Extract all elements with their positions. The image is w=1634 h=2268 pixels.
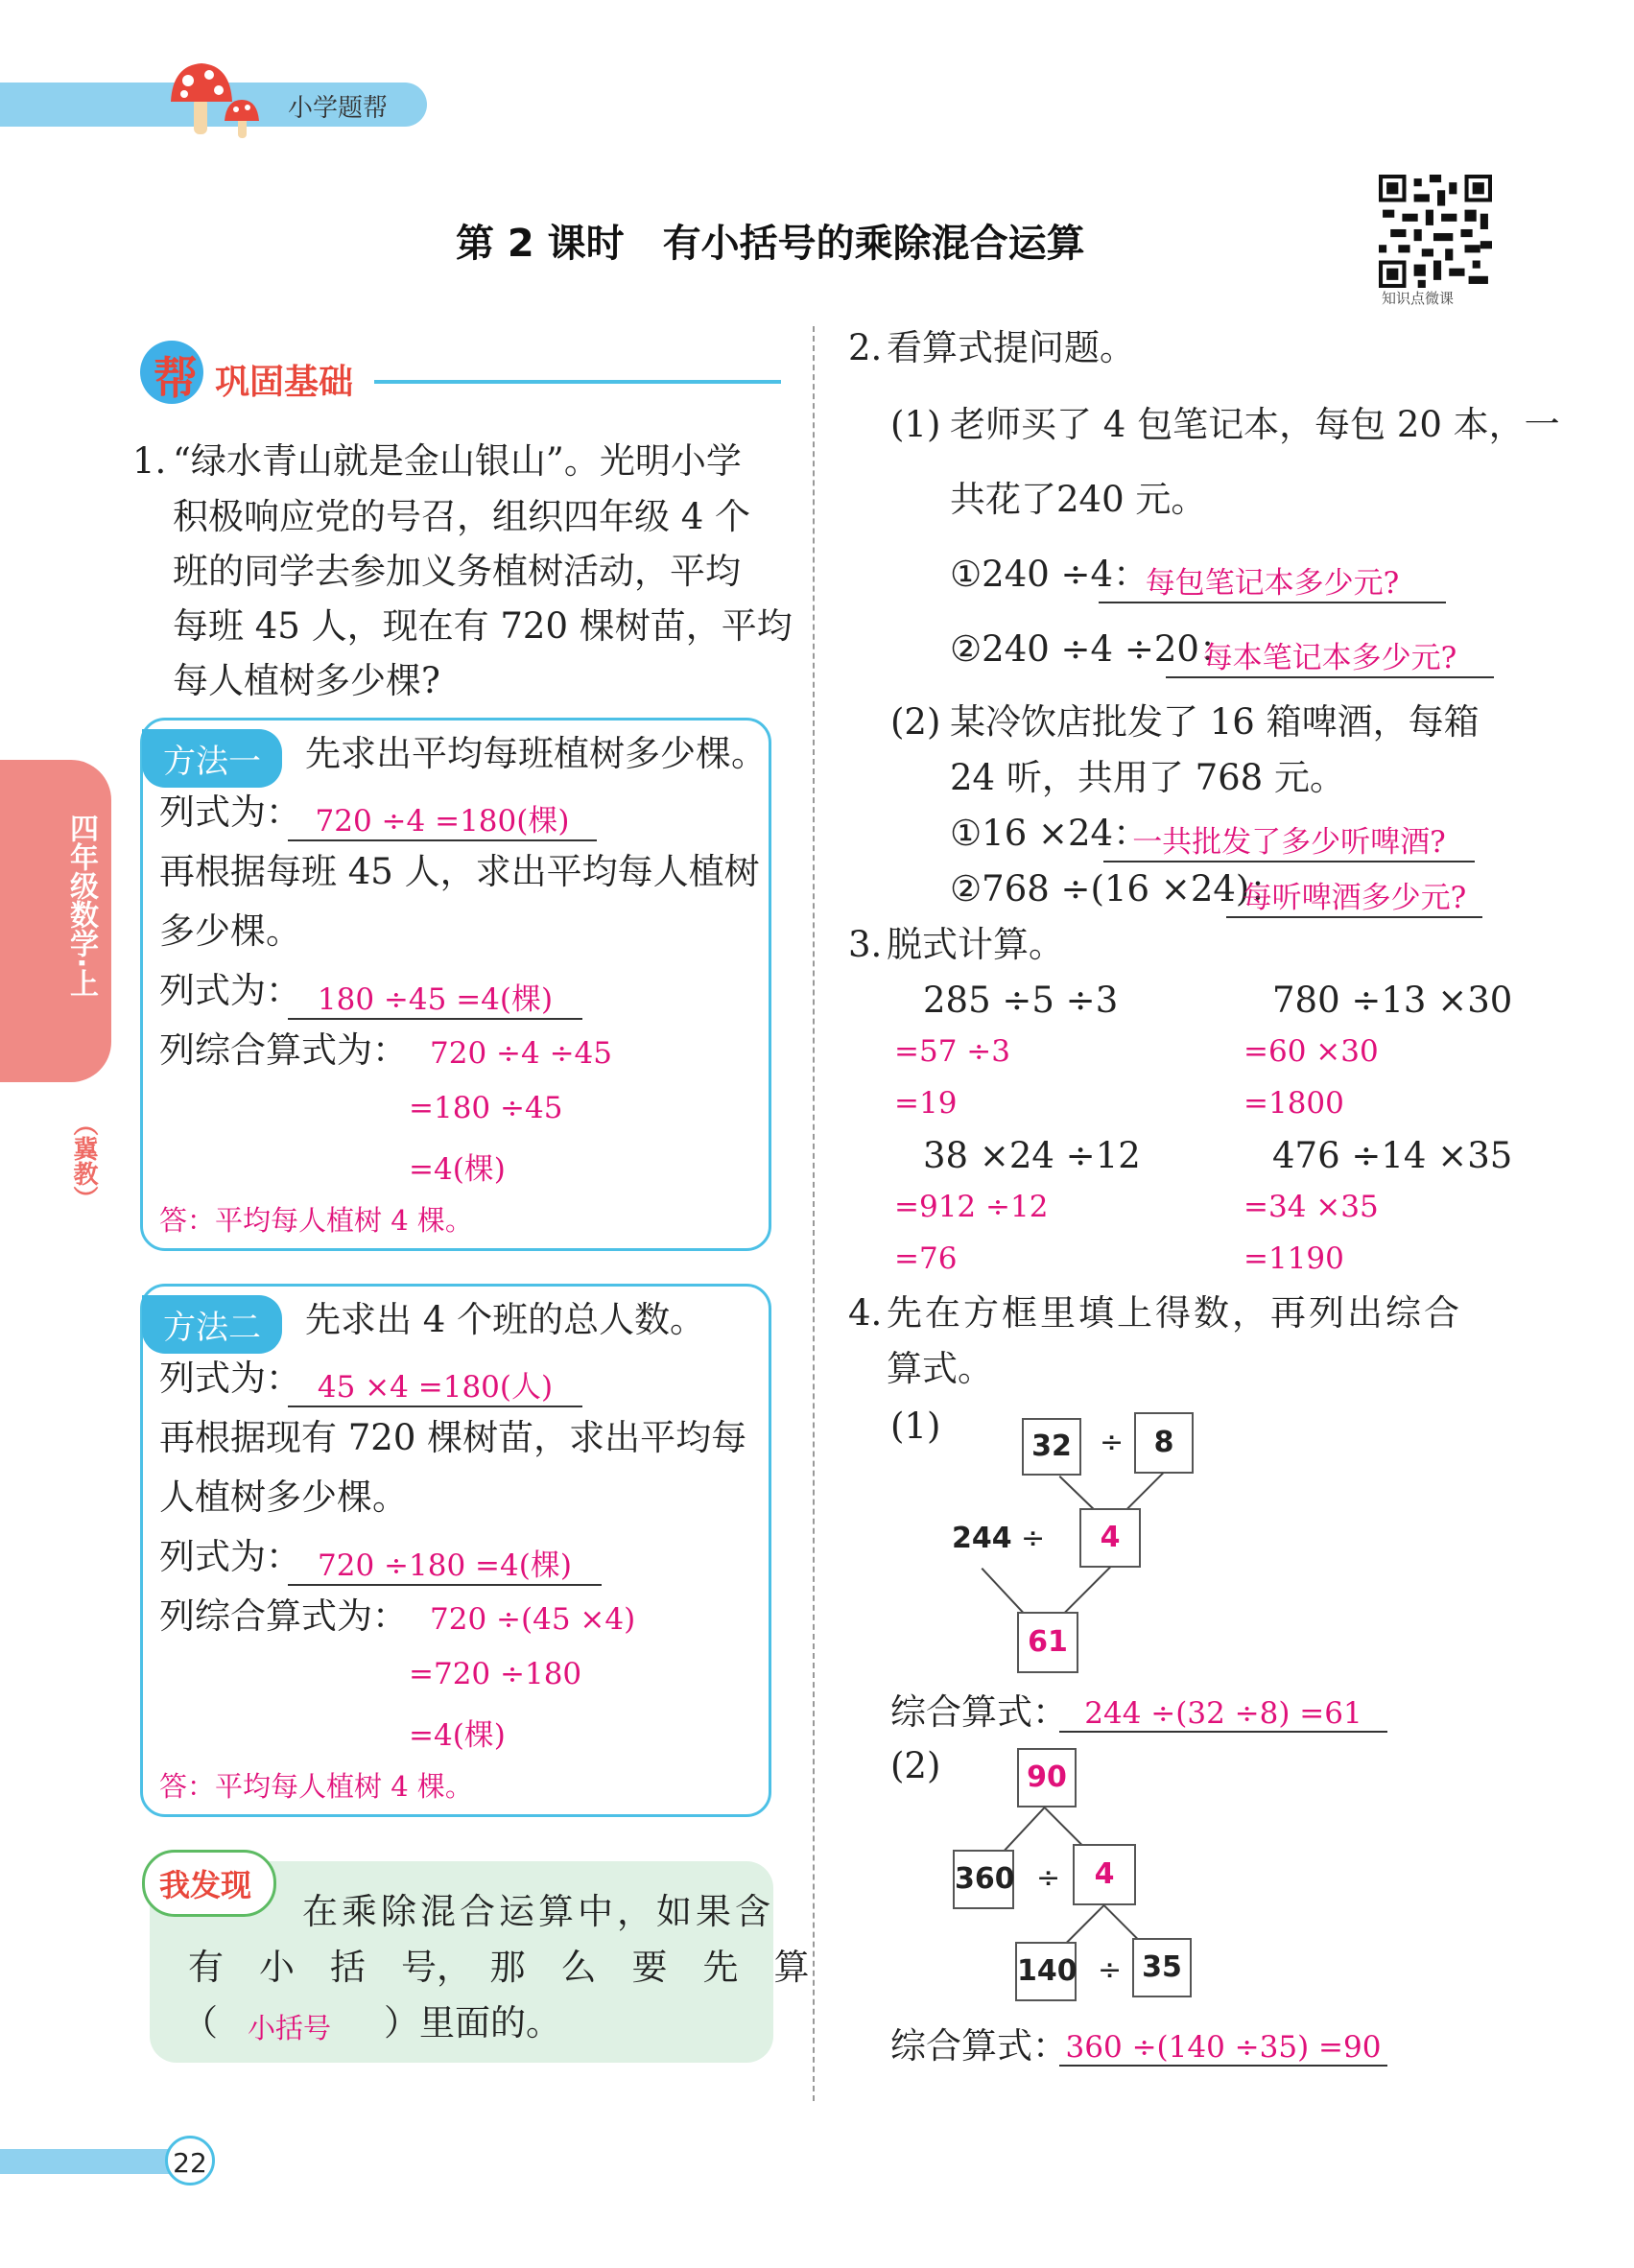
q2-p2-label: (2) bbox=[890, 701, 941, 743]
method1-tag: 方法一 bbox=[142, 729, 282, 788]
side-tab-grade: 四年级数学·上 bbox=[64, 814, 98, 998]
method1-mid-line: 多少棵。 bbox=[159, 910, 301, 952]
q2-number: 2. bbox=[848, 327, 883, 368]
q4-p2-box-result[interactable]: 90 bbox=[1017, 1748, 1077, 1807]
q4-p2-box-mid[interactable]: 4 bbox=[1073, 1844, 1136, 1905]
discover-line3-pre: （ bbox=[182, 2002, 218, 2044]
method2-combined-label: 列综合算式为： bbox=[159, 1595, 408, 1637]
q4-p1-box-mid[interactable]: 4 bbox=[1079, 1508, 1141, 1568]
method2-answer: 答：平均每人植树 4 棵。 bbox=[159, 1770, 473, 1803]
method2-step2-label: 列式为： bbox=[159, 1536, 301, 1577]
q4-p1-formula-label: 综合算式： bbox=[890, 1691, 1068, 1733]
page-title: 第 2 课时 有小括号的乘除混合运算 bbox=[456, 222, 1085, 266]
method1-step2-answer[interactable]: 180 ÷45 =4(棵) bbox=[288, 975, 582, 1020]
q2-p1-label: (1) bbox=[890, 404, 941, 445]
q2-p1-expr: ②240 ÷4 ÷20： bbox=[950, 628, 1235, 670]
q2-p2-answer[interactable]: 每听啤酒多少元? bbox=[1226, 873, 1482, 918]
qr-caption: 知识点微课 bbox=[1382, 290, 1455, 307]
q1-line: 积极响应党的号召，组织四年级 4 个 bbox=[173, 496, 751, 537]
discover-line2: 有 小 括 号， 那 么 要 先 算 bbox=[188, 1947, 810, 1988]
q1-line: 每人植树多少棵? bbox=[173, 660, 440, 701]
q2-title: 看算式提问题。 bbox=[887, 327, 1135, 368]
q4-title: 算式。 bbox=[887, 1348, 993, 1389]
q4-p1-c: 244 bbox=[952, 1522, 1012, 1555]
q4-p2-op: ÷ bbox=[1098, 1953, 1123, 1987]
q3-title: 脱式计算。 bbox=[887, 924, 1064, 965]
method2-step1-answer[interactable]: 45 ×4 =180(人) bbox=[288, 1362, 582, 1407]
q2-p2-text: 某冷饮店批发了 16 箱啤酒，每箱 bbox=[950, 701, 1480, 743]
section-label: 巩固基础 bbox=[215, 363, 354, 402]
method1-mid-line: 再根据每班 45 人，求出平均每人植树 bbox=[159, 851, 760, 892]
q1-line: 班的同学去参加义务植树活动，平均 bbox=[173, 551, 741, 592]
q3-expr: 285 ÷5 ÷3 bbox=[923, 980, 1119, 1021]
method2-mid-line: 再根据现有 720 棵树苗，求出平均每 bbox=[159, 1417, 747, 1458]
method1-combined-line: =180 ÷45 bbox=[409, 1091, 563, 1125]
q2-p1-text: 共花了240 元。 bbox=[950, 479, 1207, 520]
q4-number: 4. bbox=[848, 1292, 883, 1334]
method2-combined-line: =4(棵) bbox=[409, 1718, 506, 1753]
column-divider bbox=[813, 326, 815, 2101]
footer-bar bbox=[0, 2149, 192, 2174]
q3-step: =76 bbox=[894, 1241, 958, 1276]
q3-step: =19 bbox=[894, 1086, 958, 1121]
q3-expr: 476 ÷14 ×35 bbox=[1272, 1135, 1513, 1176]
method1-step1-label: 列式为： bbox=[159, 791, 301, 833]
section-divider bbox=[374, 380, 781, 384]
method1-combined-label: 列综合算式为： bbox=[159, 1029, 408, 1071]
method2-mid-line: 人植树多少棵。 bbox=[159, 1477, 408, 1518]
brand-label: 小学题帮 bbox=[288, 94, 389, 123]
q4-p1-op: ÷ bbox=[1021, 1522, 1046, 1555]
discover-line3-post: ）里面的。 bbox=[384, 2002, 561, 2044]
q2-p1-answer[interactable]: 每包笔记本多少元? bbox=[1099, 558, 1446, 603]
q3-step: =57 ÷3 bbox=[894, 1034, 1010, 1069]
q3-expr: 780 ÷13 ×30 bbox=[1272, 980, 1513, 1021]
mushroom-icon bbox=[163, 58, 269, 144]
q2-p2-text: 24 听，共用了 768 元。 bbox=[950, 757, 1345, 798]
q4-p2-box-b: 140 bbox=[1015, 1942, 1077, 2001]
q2-p1-text: 老师买了 4 包笔记本，每包 20 本，一 bbox=[950, 404, 1560, 445]
q1-line: “绿水青山就是金山银山”。光明小学 bbox=[173, 440, 742, 482]
method1-step2-label: 列式为： bbox=[159, 970, 301, 1011]
q4-p2-box-a: 360 bbox=[953, 1850, 1014, 1909]
q4-p1-box-a: 32 bbox=[1022, 1418, 1081, 1476]
page-number: 22 bbox=[165, 2136, 215, 2185]
q4-p1-formula[interactable]: 244 ÷(32 ÷8) =61 bbox=[1059, 1696, 1387, 1733]
q2-p2-expr: ①16 ×24： bbox=[950, 813, 1149, 854]
q2-p1-answer[interactable]: 每本笔记本多少元? bbox=[1166, 633, 1494, 678]
discover-tag: 我发现 bbox=[159, 1867, 252, 1903]
q2-p2-answer[interactable]: 一共批发了多少听啤酒? bbox=[1103, 817, 1475, 862]
method2-tag: 方法二 bbox=[142, 1295, 282, 1354]
q4-p2-label: (2) bbox=[890, 1745, 941, 1786]
q4-p1-box-result[interactable]: 61 bbox=[1017, 1612, 1078, 1673]
method1-intro: 先求出平均每班植树多少棵。 bbox=[305, 733, 767, 774]
method2-combined-line: =720 ÷180 bbox=[409, 1657, 582, 1691]
qr-code[interactable] bbox=[1379, 175, 1492, 288]
q4-p2-formula-label: 综合算式： bbox=[890, 2025, 1068, 2067]
method2-intro: 先求出 4 个班的总人数。 bbox=[305, 1299, 706, 1340]
q3-step: =60 ×30 bbox=[1243, 1034, 1379, 1069]
method1-step1-answer[interactable]: 720 ÷4 =180(棵) bbox=[288, 796, 597, 841]
q4-p1-box-b: 8 bbox=[1134, 1412, 1194, 1474]
q3-step: =1190 bbox=[1243, 1241, 1344, 1276]
q4-p2-box-c: 35 bbox=[1132, 1938, 1192, 1997]
method2-combined-line: 720 ÷(45 ×4) bbox=[430, 1602, 636, 1637]
q4-p1-label: (1) bbox=[890, 1406, 941, 1447]
q2-p2-expr: ②768 ÷(16 ×24)： bbox=[950, 868, 1286, 910]
method2-step2-answer[interactable]: 720 ÷180 =4(棵) bbox=[288, 1541, 602, 1586]
q4-p2-formula[interactable]: 360 ÷(140 ÷35) =90 bbox=[1059, 2030, 1387, 2067]
q3-number: 3. bbox=[848, 924, 883, 965]
method2-step1-label: 列式为： bbox=[159, 1358, 301, 1399]
q2-p1-expr: ①240 ÷4： bbox=[950, 554, 1149, 595]
q1-line: 每班 45 人，现在有 720 棵树苗，平均 bbox=[173, 605, 793, 647]
section-badge-char: 帮 bbox=[154, 352, 198, 404]
q3-step: =912 ÷12 bbox=[894, 1190, 1049, 1224]
q3-step: =34 ×35 bbox=[1243, 1190, 1379, 1224]
q4-p1-op: ÷ bbox=[1100, 1426, 1125, 1459]
q3-expr: 38 ×24 ÷12 bbox=[923, 1135, 1141, 1176]
method1-combined-line: 720 ÷4 ÷45 bbox=[430, 1036, 612, 1071]
discover-blank[interactable]: 小括号 bbox=[248, 2012, 332, 2044]
q3-step: =1800 bbox=[1243, 1086, 1344, 1121]
method1-combined-line: =4(棵) bbox=[409, 1152, 506, 1187]
method1-answer: 答：平均每人植树 4 棵。 bbox=[159, 1204, 473, 1237]
side-tab-edition: （冀教） bbox=[69, 1111, 98, 1211]
q1-number: 1. bbox=[132, 440, 167, 482]
discover-line1: 在乘除混合运算中，如果含 bbox=[302, 1891, 774, 1932]
q4-title: 先在方框里填上得数，再列出综合 bbox=[887, 1292, 1462, 1334]
q4-p2-op: ÷ bbox=[1036, 1861, 1061, 1895]
